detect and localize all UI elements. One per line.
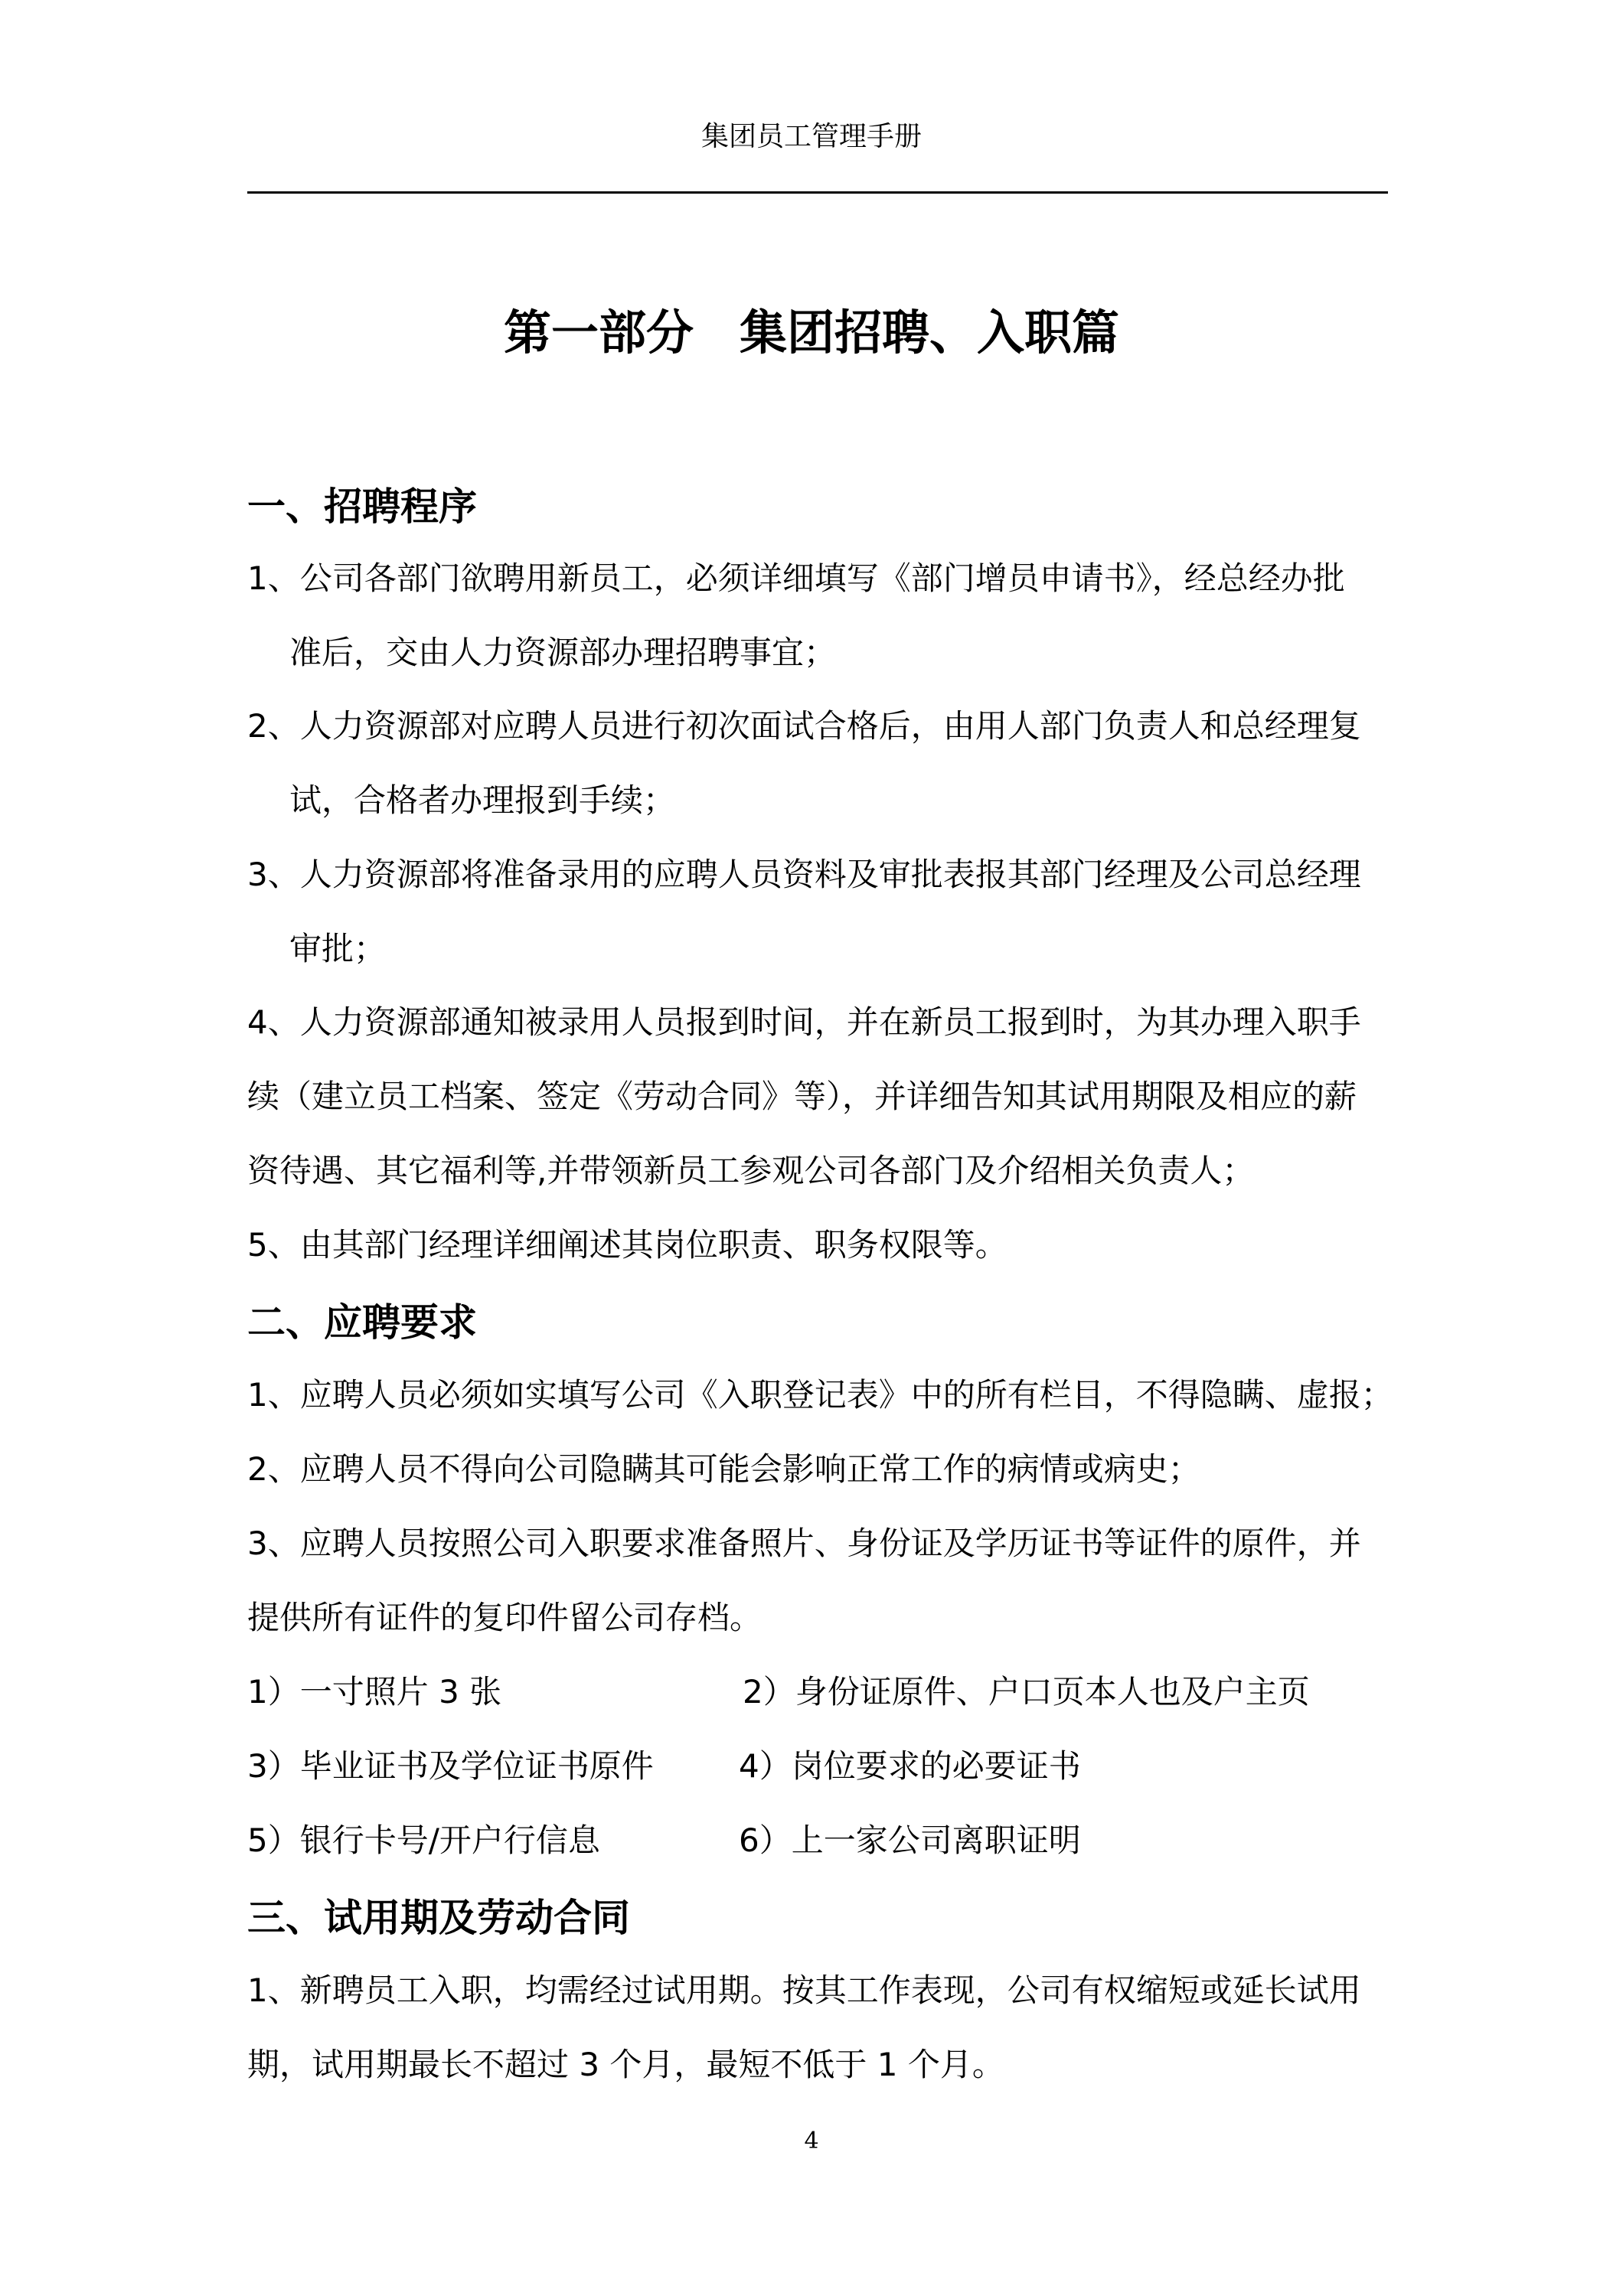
paragraph-line: 3、人力资源部将准备录用的应聘人员资料及审批表报其部门经理及公司总经理 — [247, 856, 1361, 893]
paragraph-line: 续（建立员工档案、签定《劳动合同》等），并详细告知其试用期限及相应的薪 — [247, 1078, 1357, 1115]
document-list-item: 5）银行卡号/开户行信息 — [247, 1821, 600, 1859]
document-list-item: 2）身份证原件、户口页本人也及户主页 — [743, 1673, 1310, 1711]
document-list-item: 1）一寸照片 3 张 — [247, 1673, 502, 1711]
paragraph-line: 4、人力资源部通知被录用人员报到时间，并在新员工报到时，为其办理入职手 — [247, 1003, 1361, 1041]
paragraph-line: 1、新聘员工入职，均需经过试用期。按其工作表现，公司有权缩短或延长试用 — [247, 1971, 1361, 2009]
page-number: 4 — [804, 2128, 819, 2154]
section-heading-requirements: 二、应聘要求 — [247, 1300, 477, 1345]
section-heading-recruitment: 一、招聘程序 — [247, 484, 477, 529]
paragraph-line: 3、应聘人员按照公司入职要求准备照片、身份证及学历证书等证件的原件，并 — [247, 1525, 1361, 1562]
paragraph-line: 试，合格者办理报到手续； — [289, 781, 676, 819]
document-list-item: 3）毕业证书及学位证书原件 — [247, 1747, 654, 1785]
page-header: 集团员工管理手册 — [700, 121, 922, 152]
paragraph-line: 2、人力资源部对应聘人员进行初次面试合格后，由用人部门负责人和总经理复 — [247, 707, 1361, 745]
title-part: 第一部分 — [503, 305, 694, 360]
paragraph-line: 审批； — [289, 930, 387, 967]
page-title — [0, 295, 1623, 363]
section-heading-probation: 三、试用期及劳动合同 — [247, 1896, 630, 1940]
document-list-item: 6）上一家公司离职证明 — [739, 1821, 1081, 1859]
title-name: 集团招聘、入职篇 — [740, 305, 1120, 360]
paragraph-line: 期，试用期最长不超过 3 个月，最短不低于 1 个月。 — [247, 2046, 1004, 2083]
document-list-item: 4）岗位要求的必要证书 — [739, 1747, 1081, 1785]
paragraph-line: 1、应聘人员必须如实填写公司《入职登记表》中的所有栏目，不得隐瞒、虚报； — [247, 1376, 1393, 1414]
header-divider — [247, 191, 1388, 194]
paragraph-line: 准后，交由人力资源部办理招聘事宜； — [289, 634, 837, 671]
paragraph-line: 提供所有证件的复印件留公司存档。 — [247, 1599, 763, 1636]
paragraph-line: 2、应聘人员不得向公司隐瞒其可能会影响正常工作的病情或病史； — [247, 1450, 1200, 1488]
paragraph-line: 资待遇、其它福利等,并带领新员工参观公司各部门及介绍相关负责人； — [247, 1152, 1255, 1189]
paragraph-line: 5、由其部门经理详细阐述其岗位职责、职务权限等。 — [247, 1226, 1007, 1264]
paragraph-line: 1、公司各部门欲聘用新员工，必须详细填写《部门增员申请书》，经总经办批 — [247, 559, 1345, 597]
